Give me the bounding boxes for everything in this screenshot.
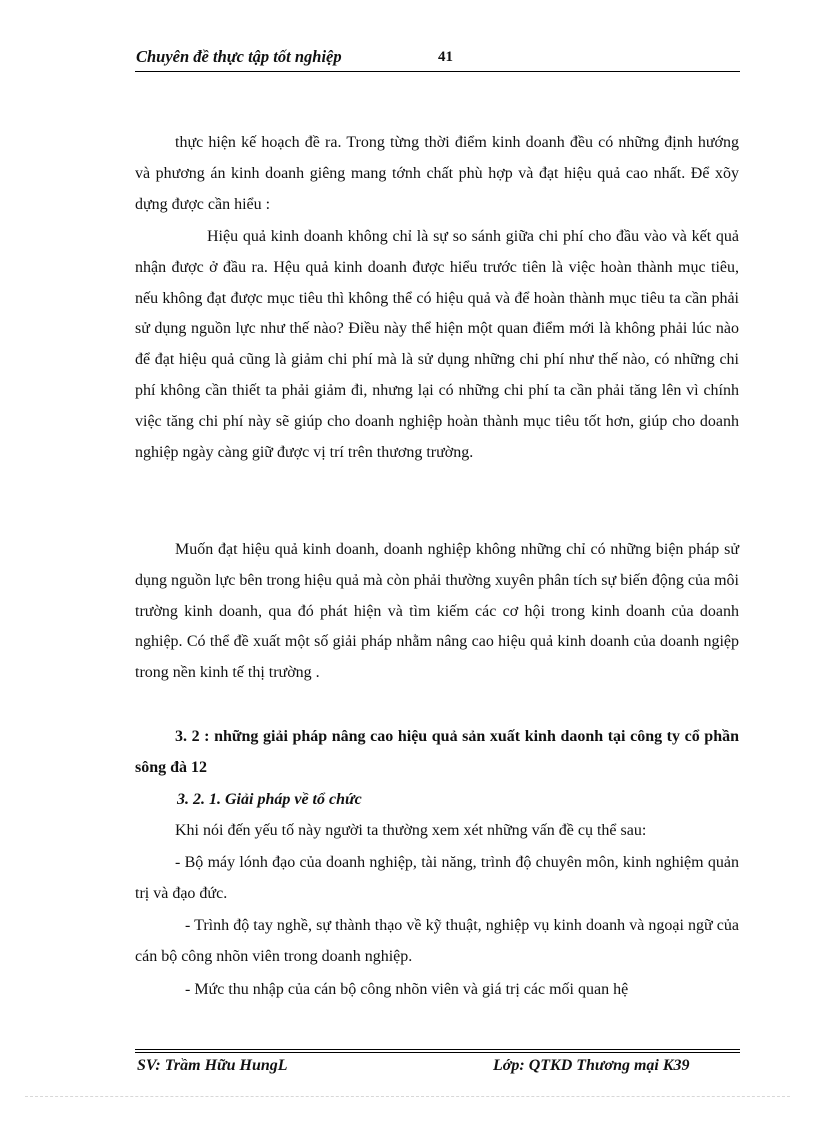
page-boundary [25,1096,790,1097]
list-item-3: - Mức thu nhập của cán bộ công nhõn viên và giá trị các mối quan hệ [185,981,629,998]
paragraph-3: Muốn đạt hiệu quả kinh doanh, doanh nghiệp không những chỉ có những biện pháp sử dụng nguồn lực bên trong hiệu quả mà còn phải thường xuyên phân tích sự biến động của môi trường kinh doanh, qua đó phát hiện và tìm kiếm các cơ hội trong kinh doanh của doanh nghiệp. Có thể đề xuất một số giải pháp nhằm nâng cao hiệu quả kinh doanh của doanh ngiệp trong nền kinh tế thị trường . [135,541,739,682]
header-title: Chuyên đề thực tập tốt nghiệp [136,47,342,66]
footer-class-name: Lớp: QTKD Thương mại K39 [493,1057,690,1074]
header-divider [135,71,740,72]
section-heading: 3. 2 : những giải pháp nâng cao hiệu quả sản xuất kinh daonh tại công ty cổ phần sông đà 12 [135,728,739,776]
paragraph-1: thực hiện kế hoạch đề ra. Trong từng thời điểm kinh doanh đều có những định hướng và phương án kinh doanh giêng mang tớnh chất phù hợp và đạt hiệu quả cao nhất. Để xõy dựng được cần hiểu : [135,134,739,213]
footer-divider [135,1049,740,1050]
page-number: 41 [438,49,453,65]
paragraph-2: Hiệu quả kinh doanh không chỉ là sự so sánh giữa chi phí cho đầu vào và kết quả nhận được ở đầu ra. Hệu quả kinh doanh được hiểu trước tiên là việc hoàn thành mục tiêu, nếu không đạt được mục tiêu thì không thể có hiệu quả và để hoàn thành mục tiêu ta cần phải sử dụng nguồn lực như thế nào? Điều này thể hiện một quan điểm mới là không phải lúc nào để đạt hiệu quả cũng là giảm chi phí mà là sử dụng những chi phí như thế nào, có những chi phí không cần thiết ta phải giảm đi, nhưng lại có những chi phí ta cần phải tăng lên vì chính việc tăng chi phí này sẽ giúp cho doanh nghiệp hoàn thành mục tiêu tốt hơn, giúp cho doanh nghiệp ngày càng giữ được vị trí trên thương trường. [135,228,739,461]
list-item-2: - Trình độ tay nghề, sự thành thạo về kỹ thuật, nghiệp vụ kinh doanh và ngoại ngữ của cán bộ công nhõn viên trong doanh nghiệp. [135,917,739,965]
footer-divider-double [135,1052,740,1053]
list-item-1: - Bộ máy lónh đạo của doanh nghiệp, tài năng, trình độ chuyên môn, kinh nghiệm quản trị và đạo đức. [135,854,739,902]
subsection-heading: 3. 2. 1. Giải pháp về tổ chức [177,791,362,808]
footer-student-name: SV: Trầm Hữu HungL [137,1057,288,1074]
paragraph-4: Khi nói đến yếu tố này người ta thường xem xét những vấn đề cụ thể sau: [175,822,647,839]
